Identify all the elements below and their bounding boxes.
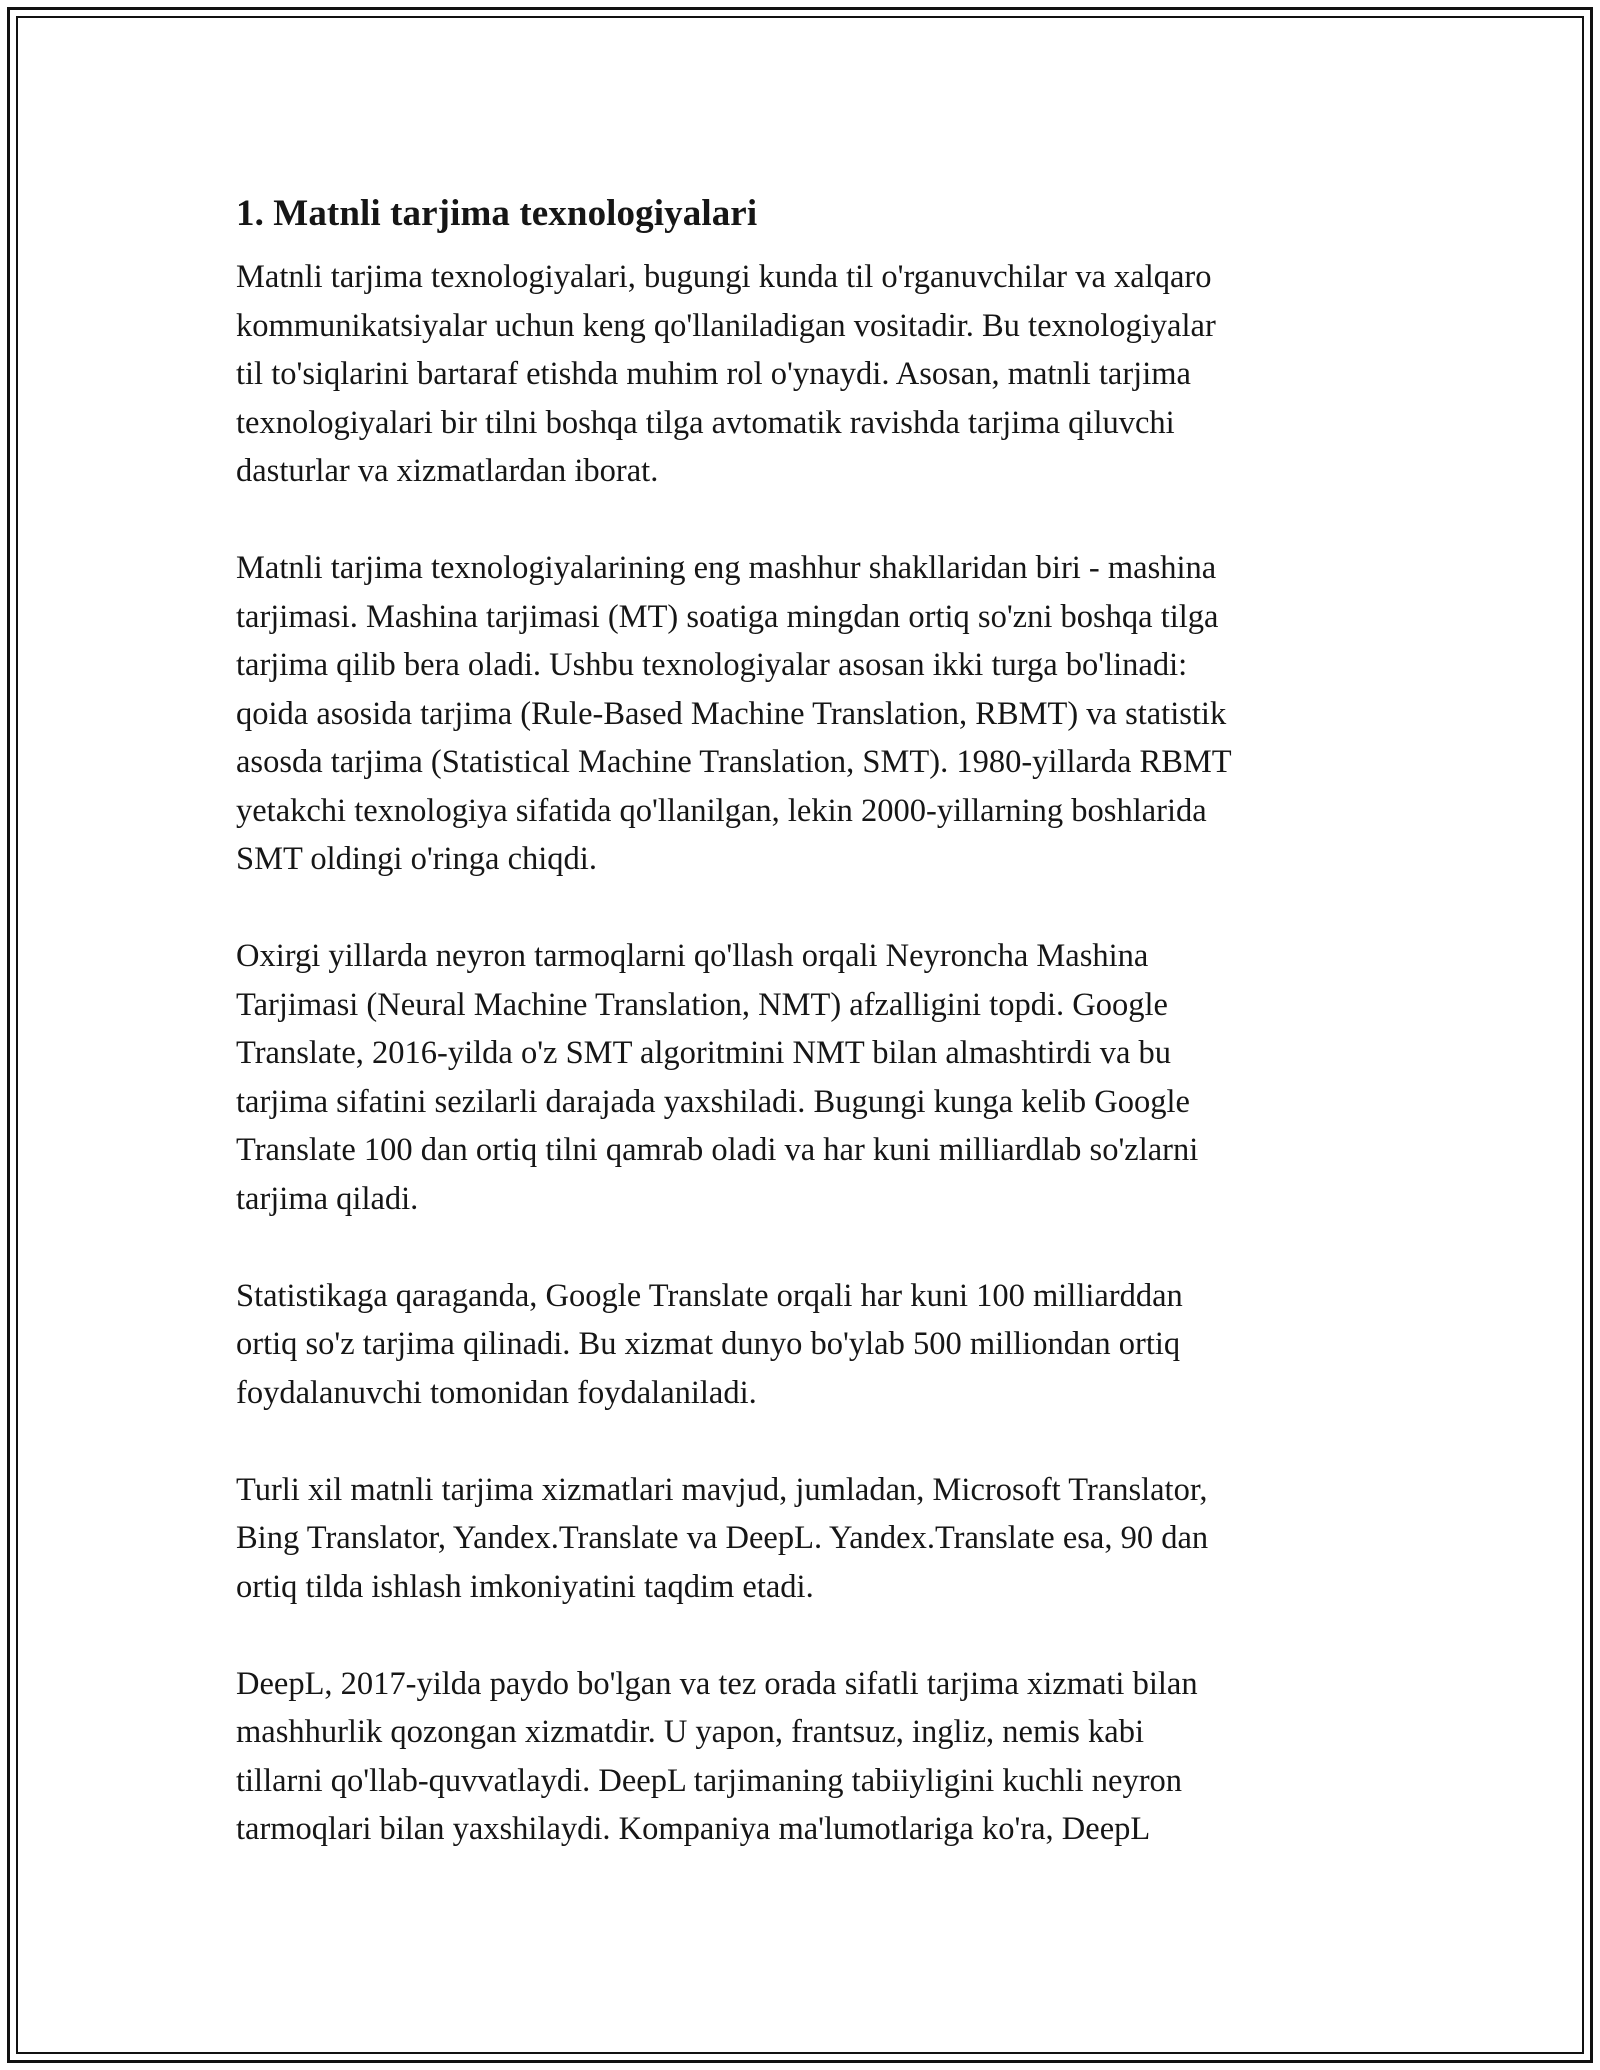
text-line: Translate, 2016-yilda o'z SMT algoritmini NMT bilan almashtirdi va bu — [236, 1035, 1172, 1071]
text-line: til to'siqlarini bartaraf etishda muhim rol o'ynaydi. Asosan, matnli tarjima — [236, 356, 1191, 392]
text-line: DeepL, 2017-yilda paydo bo'lgan va tez orada sifatli tarjima xizmati bilan — [236, 1665, 1198, 1702]
paragraph — [236, 253, 1386, 496]
text-line: Bing Translator, Yandex.Translate va DeepL. Yandex.Translate esa, 90 dan — [236, 1520, 1209, 1556]
text-line: tarmoqlari bilan yaxshilaydi. Kompaniya ma'lumotlariga ko'ra, DeepL — [236, 1811, 1151, 1847]
text-line: ortiq tilda ishlash imkoniyatini taqdim etadi. — [236, 1568, 814, 1605]
text-line: kommunikatsiyalar uchun keng qo'llaniladigan vositadir. Bu texnologiyalar — [236, 307, 1216, 344]
text-line: ortiq so'z tarjima qilinadi. Bu xizmat dunyo bo'ylab 500 milliondan ortiq — [236, 1326, 1181, 1362]
text-line: SMT oldingi o'ringa chiqdi. — [236, 841, 597, 877]
text-line: qoida asosida tarjima (Rule-Based Machine Translation, RBMT) va statistik — [236, 695, 1227, 732]
text-line: tarjima qilib bera oladi. Ushbu texnologiyalar asosan ikki turga bo'linadi: — [236, 647, 1188, 683]
paragraph — [236, 932, 1386, 1223]
paragraph-list — [236, 253, 1386, 1854]
text-line: tarjima qiladi. — [236, 1180, 419, 1217]
text-line: foydalanuvchi tomonidan foydalaniladi. — [236, 1374, 757, 1411]
text-line: tarjimasi. Mashina tarjimasi (MT) soatiga mingdan ortiq so'zni boshqa tilga — [236, 598, 1219, 635]
paragraph — [236, 1660, 1386, 1854]
text-line: yetakchi texnologiya sifatida qo'llanilgan, lekin 2000-yillarning boshlarida — [236, 792, 1207, 829]
paragraph — [236, 1466, 1386, 1612]
text-line: Oxirgi yillarda neyron tarmoqlarni qo'llash orqali Neyroncha Mashina — [236, 938, 1149, 974]
text-line: Translate 100 dan ortiq tilni qamrab oladi va har kuni milliardlab so'zlarni — [236, 1132, 1199, 1168]
text-line: asosda tarjima (Statistical Machine Translation, SMT). 1980-yillarda RBMT — [236, 744, 1232, 780]
document-body — [236, 185, 1386, 1902]
document-title: 1. Matnli tarjima texnologiyalari — [236, 193, 758, 234]
text-line: dasturlar va xizmatlardan iborat. — [236, 453, 659, 489]
text-line: Matnli tarjima texnologiyalarining eng mashhur shakllaridan biri - mashina — [236, 550, 1217, 586]
text-line: mashhurlik qozongan xizmatdir. U yapon, frantsuz, ingliz, nemis kabi — [236, 1714, 1145, 1750]
text-line: Statistikaga qaraganda, Google Translate orqali har kuni 100 milliarddan — [236, 1277, 1183, 1314]
text-line: texnologiyalari bir tilni boshqa tilga avtomatik ravishda tarjima qiluvchi — [236, 404, 1175, 441]
text-line: tillarni qo'llab-quvvatlaydi. DeepL tarjimaning tabiiyligini kuchli neyron — [236, 1762, 1183, 1799]
text-line: Turli xil matnli tarjima xizmatlari mavjud, jumladan, Microsoft Translator, — [236, 1471, 1208, 1508]
paragraph — [236, 544, 1386, 884]
text-line: tarjima sifatini sezilarli darajada yaxshiladi. Bugungi kunga kelib Google — [236, 1083, 1190, 1120]
text-line: Tarjimasi (Neural Machine Translation, NMT) afzalligini topdi. Google — [236, 986, 1168, 1023]
paragraph — [236, 1272, 1386, 1418]
text-line: Matnli tarjima texnologiyalari, bugungi kunda til o'rganuvchilar va xalqaro — [236, 259, 1212, 295]
